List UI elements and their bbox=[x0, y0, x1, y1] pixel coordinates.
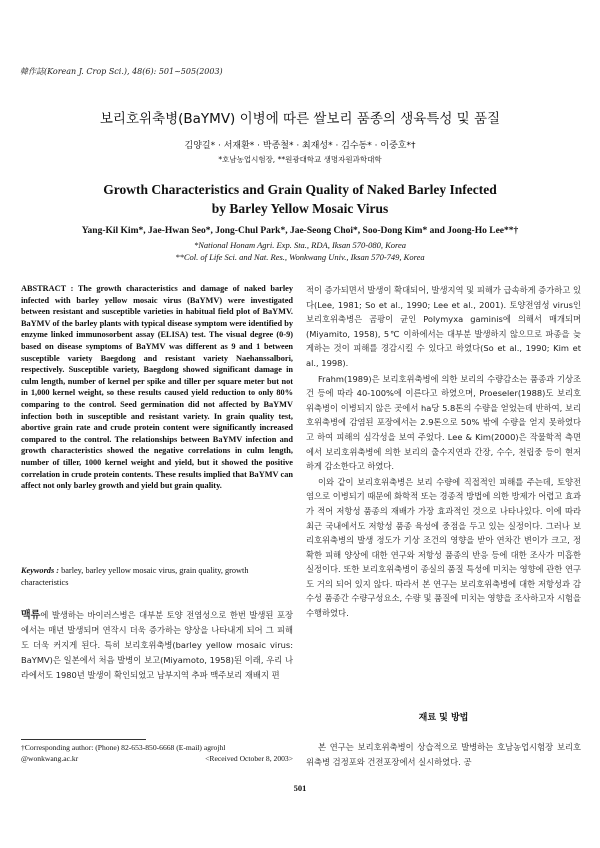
english-affiliations bbox=[0, 240, 600, 263]
intro-dropcap: 맥류 bbox=[21, 610, 41, 621]
english-title-line1: Growth Characteristics and Grain Quality of Naked Barley Infected bbox=[103, 182, 497, 197]
english-title-line2: by Barley Yellow Mosaic Virus bbox=[211, 201, 389, 216]
footnote-corresponding: †Corresponding author: (Phone) 82-653-850-6668 (E-mail) agrojhl bbox=[21, 743, 226, 752]
journal-citation: 韓作誌(Korean J. Crop Sci.), 48(6): 501~505(2003) bbox=[20, 67, 223, 76]
abstract: ABSTRACT : The growth characteristics and damage of naked barley infected with barley yellow mosaic virus (BaYMV) were investigated between resistant and susceptible varieties in habitual field plot of BaYMV. BaYMV of the barley plants with typical disease symptom were identified by enzyme linked immunosorbent assay (ELISA) test. The visual degree (0-9) based on disease symptoms of BaYMV was different as 9 and 1 between susceptible variety Baegdong and resistant variety Naehanssalbori, respectively. Susceptible variety, Baegdong showed significant damage in culm length, number of kernel per spike and tiller per square meter but not in 1,000 kernel weight, so these results caused yield reduction to only 80% comparing to the control. Seed germination did not affected by BaYMV infection both in susceptible and resistant variety. In grain quality test, abortive grain rate and crude protein content were significantly increased compared to the control. The relationships between BaYMV infection and growth characteristics showed the negative correlations in culm length, number of tiller, 1000 kernel weight and yield, but it showed the positive correlation in crude protein contents. These results implied that BaYMV can affect not only barley growth and yield but grain quality. bbox=[21, 284, 293, 491]
keywords-label: Keywords : bbox=[21, 566, 60, 575]
intro-right-column bbox=[306, 283, 581, 622]
intro-paragraph-2: Frahm(1989)은 보리호위축병에 의한 보리의 수량감소는 품종과 기상조건 등에 따라 40-100%에 이른다고 하였으며, Proeseler(1988)도 보리호위축병이 이병되지 않은 곳에서 ha당 5.8톤의 수량을 얻었는데 반하여, 보리호위축병에 감염된 포장에서는 2.9톤으로 50% 밖에 수량을 얻지 못하였다고 하여 피해의 심각성을 보여 주었다. Lee & Kim(2000)은 작물학적 측면에서 보리호위축병에 의한 보리의 출수지연과 간장, 수수, 천립중 등이 현저하게 감소한다고 하였다. bbox=[306, 373, 581, 472]
korean-affiliation: *호남농업시험장, **원광대학교 생명자원과학대학 bbox=[218, 155, 382, 164]
footnote-email: @wonkwang.ac.kr bbox=[21, 754, 79, 763]
korean-authors: 김양길* · 서재환* · 박종철* · 최재성* · 김수동* · 이중호*† bbox=[184, 141, 416, 151]
page-number: 501 bbox=[293, 783, 307, 793]
affiliation-1: *National Honam Agri. Exp. Sta., RDA, Iksan 570-080, Korea bbox=[193, 240, 406, 250]
intro-paragraph-1: 적이 증가되면서 발생이 확대되어, 발생지역 및 피해가 급속하게 증가하고 있다(Lee, 1981; So et al., 1990; Lee et al., 2001). 토양전염성 virus인 보리호위축병은 곰팡이 균인 Polymyxa gaminis에 의해서 매개되며(Miyamito, 1958), 5℃ 이하에서는 대부분 발생하지 않으므로 파종을 늦게하는 것이 피해를 경감시킬 수 있다고 하였다(So et al., 1990; Kim et al., 1998). bbox=[306, 285, 581, 368]
footnote-divider bbox=[21, 739, 146, 740]
affiliation-2: **Col. of Life Sci. and Nat. Res., Wonkwang Univ., Iksan 570-749, Korea bbox=[175, 251, 425, 262]
intro-left-text: 에 발생하는 바이러스병은 대부분 토양 전염성으로 한번 발생된 포장에서는 매년 발생되며 연작시 더욱 증가하는 양상을 나타내게 되어 그 피해도 더욱 커지게 된다. 특히 보리호위축병(barley yellow mosaic virus: BaYMV)은 일본에서 처음 발병이 보고(Miyamoto, 1958)된 이래, 우리 나라에서도 1980년 발생이 확인되었고 남부지역 추파 맥주보리 재배지 편 bbox=[21, 610, 293, 680]
methods-text: 본 연구는 보리호위축병이 상습적으로 발병하는 호남농업시험장 보리호위축병 검정포와 건전포장에서 실시하였다. 공 bbox=[306, 742, 581, 767]
korean-title: 보리호위축병(BaYMV) 이병에 따른 쌀보리 품종의 생육특성 및 품질 bbox=[99, 111, 501, 127]
footnote-row2 bbox=[21, 753, 293, 764]
intro-paragraph-3: 이와 같이 보리호위축병은 보리 수량에 직접적인 피해를 주는데, 토양전염으로 이병되기 때문에 화학적 또는 경종적 방법에 의한 방제가 어렵고 효과가 적어 저항성 품종의 재배가 가장 효과적인 것으로 나타나있다. 이에 따라 최근 국내에서도 저항성 품종 육성에 중점을 두고 있는 실정이다. 그러나 보리호위축병의 발생 정도가 기상 조건의 영향을 받아 연차간 변이가 크고, 정확한 피해 양상에 대한 연구와 저항성 품종의 반응 등에 대한 조사가 미흡한 실정이다. 또한 보리호위축병이 종실의 품질 특성에 미치는 영향에 관한 연구도 거의 되어 있지 않다. 따라서 본 연구는 보리호위축병에 대한 저항성과 감수성 품종간 수량구성요소, 수량 및 품질에 미치는 영향을 조사하고자 시험을 수행하였다. bbox=[306, 476, 581, 619]
footnote-received: <Received October 8, 2003> bbox=[205, 754, 293, 763]
intro-left-column bbox=[21, 608, 293, 683]
english-title bbox=[0, 180, 600, 218]
english-authors: Yang-Kil Kim*, Jae-Hwan Seo*, Jong-Chul Park*, Jae-Seong Choi*, Soo-Dong Kim* and Joong-Ho Lee**† bbox=[81, 226, 519, 236]
section-heading-methods: 재료 및 방법 bbox=[418, 713, 469, 723]
keywords bbox=[21, 565, 293, 588]
keywords-text: barley, barley yellow mosaic virus, grain quality, growth characteristics bbox=[21, 566, 249, 587]
footnote bbox=[21, 742, 293, 764]
